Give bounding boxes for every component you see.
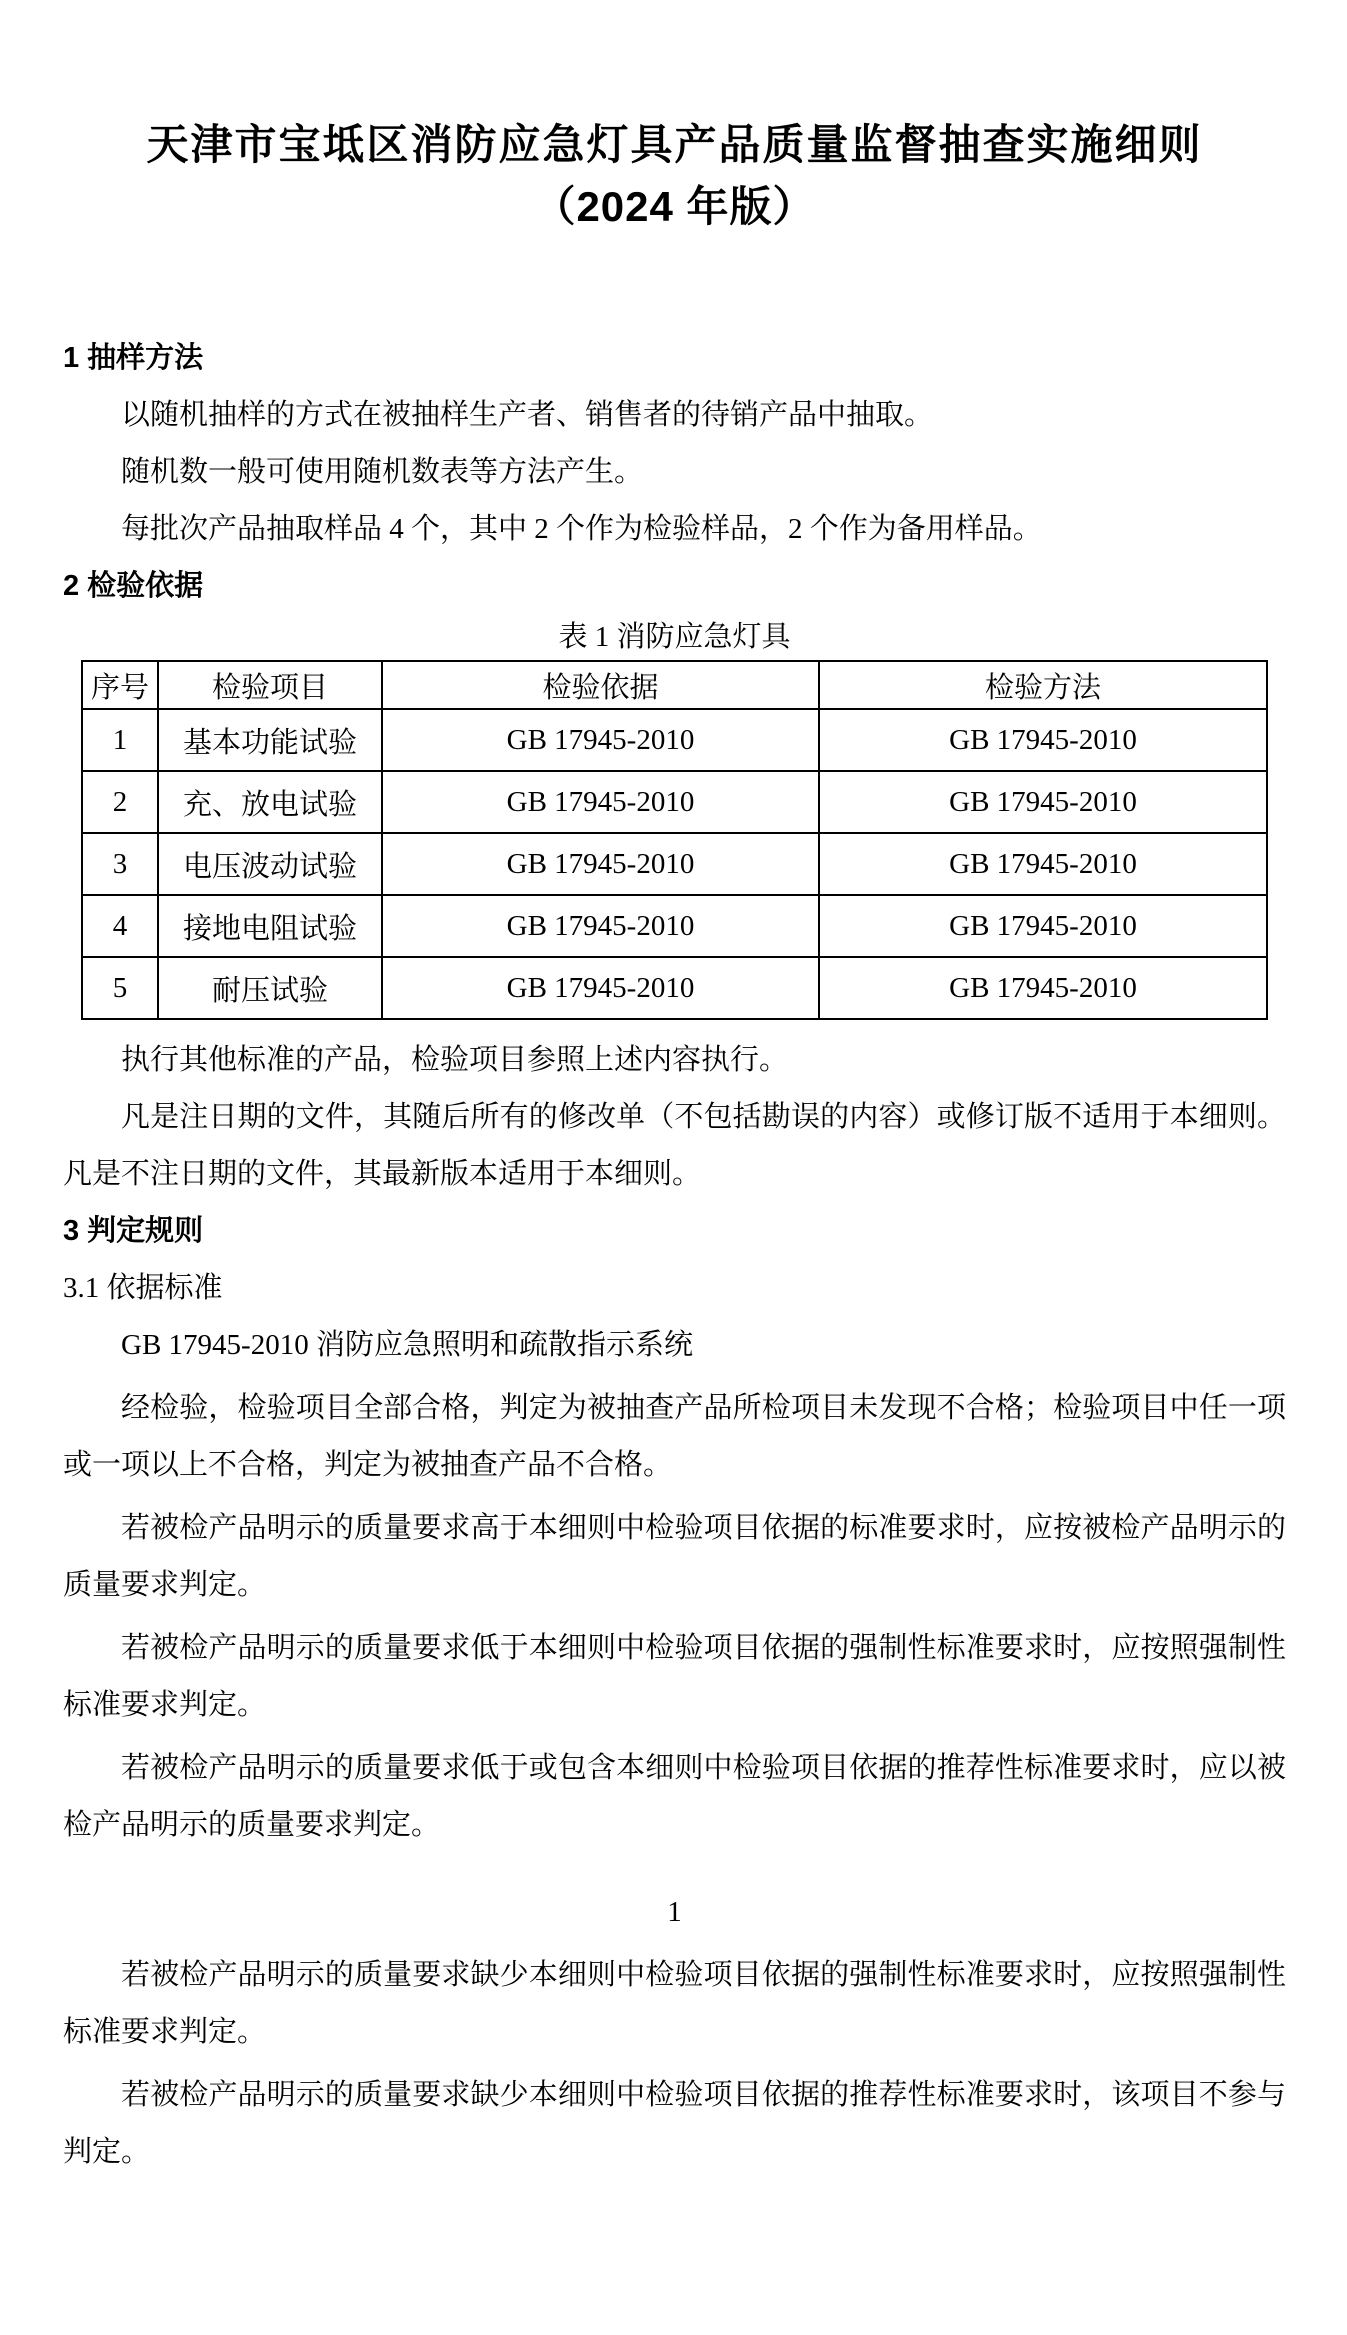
table-row (82, 833, 1267, 895)
cell-no: 3 (82, 833, 158, 895)
section-3-paragraph-3: 若被检产品明示的质量要求高于本细则中检验项目依据的标准要求时，应按被检产品明示的质量要求判定。 (63, 1512, 1286, 1601)
section-3-paragraph-2: 经检验，检验项目全部合格，判定为被抽查产品所检项目未发现不合格；检验项目中任一项或一项以上不合格，判定为被抽查产品不合格。 (63, 1392, 1286, 1481)
cell-method: GB 17945-2010 (819, 957, 1267, 1019)
section-3-paragraph-7: 若被检产品明示的质量要求缺少本细则中检验项目依据的推荐性标准要求时，该项目不参与判定。 (63, 2079, 1286, 2168)
cell-no: 1 (82, 709, 158, 771)
document-title: 天津市宝坻区消防应急灯具产品质量监督抽查实施细则 (146, 121, 1203, 168)
cell-method: GB 17945-2010 (819, 709, 1267, 771)
cell-item: 电压波动试验 (158, 833, 382, 895)
section-1-paragraph-2: 随机数一般可使用随机数表等方法产生。 (121, 456, 644, 488)
section-3-paragraph-4: 若被检产品明示的质量要求低于本细则中检验项目依据的强制性标准要求时，应按照强制性标准要求判定。 (63, 1632, 1286, 1721)
cell-basis: GB 17945-2010 (382, 709, 819, 771)
cell-item: 充、放电试验 (158, 771, 382, 833)
table-row (82, 957, 1267, 1019)
section-3-1-subheading: 3.1 依据标准 (63, 1272, 223, 1304)
table-header-method: 检验方法 (819, 661, 1267, 709)
cell-item: 基本功能试验 (158, 709, 382, 771)
cell-basis: GB 17945-2010 (382, 895, 819, 957)
section-2-paragraph-2: 凡是注日期的文件，其随后所有的修改单（不包括勘误的内容）或修订版不适用于本细则。凡是不注日期的文件，其最新版本适用于本细则。 (63, 1101, 1286, 1190)
table-row (82, 895, 1267, 957)
section-3-heading: 3 判定规则 (63, 1215, 204, 1247)
table-row (82, 771, 1267, 833)
table-header-no: 序号 (82, 661, 158, 709)
cell-no: 2 (82, 771, 158, 833)
section-3-paragraph-1: GB 17945-2010 消防应急照明和疏散指示系统 (121, 1329, 693, 1361)
cell-item: 接地电阻试验 (158, 895, 382, 957)
inspection-items-table (81, 660, 1268, 1020)
cell-basis: GB 17945-2010 (382, 771, 819, 833)
table-header-item: 检验项目 (158, 661, 382, 709)
section-2-paragraph-1: 执行其他标准的产品，检验项目参照上述内容执行。 (121, 1044, 789, 1076)
cell-method: GB 17945-2010 (819, 771, 1267, 833)
section-1-heading: 1 抽样方法 (63, 342, 204, 374)
cell-no: 5 (82, 957, 158, 1019)
table-header-row (82, 661, 1267, 709)
section-2-heading: 2 检验依据 (63, 570, 204, 602)
table-caption: 表 1 消防应急灯具 (558, 621, 791, 653)
cell-no: 4 (82, 895, 158, 957)
cell-method: GB 17945-2010 (819, 895, 1267, 957)
section-3-paragraph-6: 若被检产品明示的质量要求缺少本细则中检验项目依据的强制性标准要求时，应按照强制性标准要求判定。 (63, 1959, 1286, 2048)
section-1-paragraph-1: 以随机抽样的方式在被抽样生产者、销售者的待销产品中抽取。 (121, 399, 934, 431)
cell-basis: GB 17945-2010 (382, 957, 819, 1019)
section-3-paragraph-5: 若被检产品明示的质量要求低于或包含本细则中检验项目依据的推荐性标准要求时，应以被检产品明示的质量要求判定。 (63, 1752, 1286, 1841)
cell-method: GB 17945-2010 (819, 833, 1267, 895)
document-title-edition: （2024 年版） (533, 183, 816, 230)
cell-item: 耐压试验 (158, 957, 382, 1019)
page-number: 1 (667, 1896, 682, 1928)
table-header-basis: 检验依据 (382, 661, 819, 709)
section-1-paragraph-3: 每批次产品抽取样品 4 个，其中 2 个作为检验样品，2 个作为备用样品。 (121, 513, 1042, 545)
table-row (82, 709, 1267, 771)
cell-basis: GB 17945-2010 (382, 833, 819, 895)
